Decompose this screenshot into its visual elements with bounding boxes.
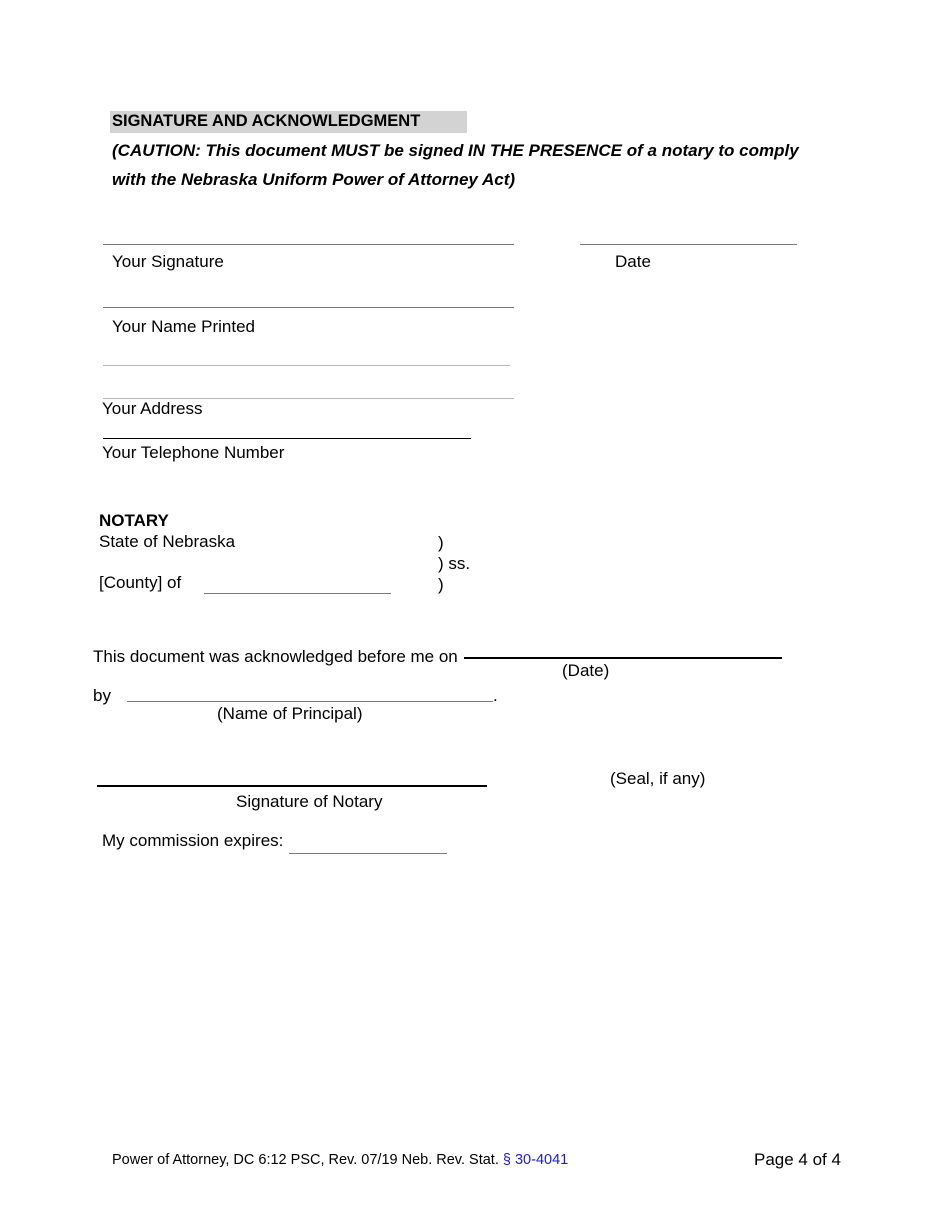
date-label: Date [615, 252, 651, 271]
section-heading: SIGNATURE AND ACKNOWLEDGMENT [112, 112, 421, 130]
address-label: Your Address [102, 399, 203, 418]
venue-paren-1: ) [438, 533, 444, 552]
principal-name-caption: (Name of Principal) [217, 704, 363, 723]
telephone-label: Your Telephone Number [102, 443, 285, 462]
county-line[interactable] [204, 593, 391, 594]
venue-paren-3: ) [438, 575, 444, 594]
page-number: Page 4 of 4 [754, 1150, 841, 1169]
commission-label: My commission expires: [102, 831, 284, 850]
date-line[interactable] [580, 244, 797, 245]
principal-name-line[interactable] [127, 701, 493, 702]
by-period: . [493, 686, 498, 705]
footer-form-info [112, 1152, 568, 1168]
commission-line[interactable] [289, 853, 447, 854]
state-label: State of Nebraska [99, 532, 236, 551]
venue-ss: ) ss. [438, 554, 471, 573]
notary-signature-caption: Signature of Notary [236, 792, 383, 811]
name-printed-line[interactable] [103, 307, 514, 308]
caution-line-2: with the Nebraska Uniform Power of Attorney Act) [112, 170, 516, 189]
statute-link[interactable]: § 30-4041 [502, 1152, 569, 1168]
county-label: [County] of [99, 573, 182, 592]
footer-form-text: Power of Attorney, DC 6:12 PSC, Rev. 07/19 Neb. Rev. Stat. [112, 1152, 499, 1168]
acknowledgment-date-line[interactable] [464, 657, 782, 659]
acknowledgment-date-caption: (Date) [562, 661, 610, 680]
address-line-1[interactable] [103, 365, 510, 366]
telephone-line[interactable] [103, 438, 471, 439]
notary-title: NOTARY [99, 511, 169, 530]
signature-line[interactable] [103, 244, 514, 245]
by-label: by [93, 686, 111, 705]
name-printed-label: Your Name Printed [112, 317, 256, 336]
signature-label: Your Signature [112, 252, 224, 271]
acknowledgment-text: This document was acknowledged before me on [93, 647, 458, 666]
caution-line-1: (CAUTION: This document MUST be signed IN THE PRESENCE of a notary to comply [112, 141, 799, 160]
seal-label: (Seal, if any) [610, 769, 706, 788]
notary-signature-line[interactable] [97, 785, 487, 787]
